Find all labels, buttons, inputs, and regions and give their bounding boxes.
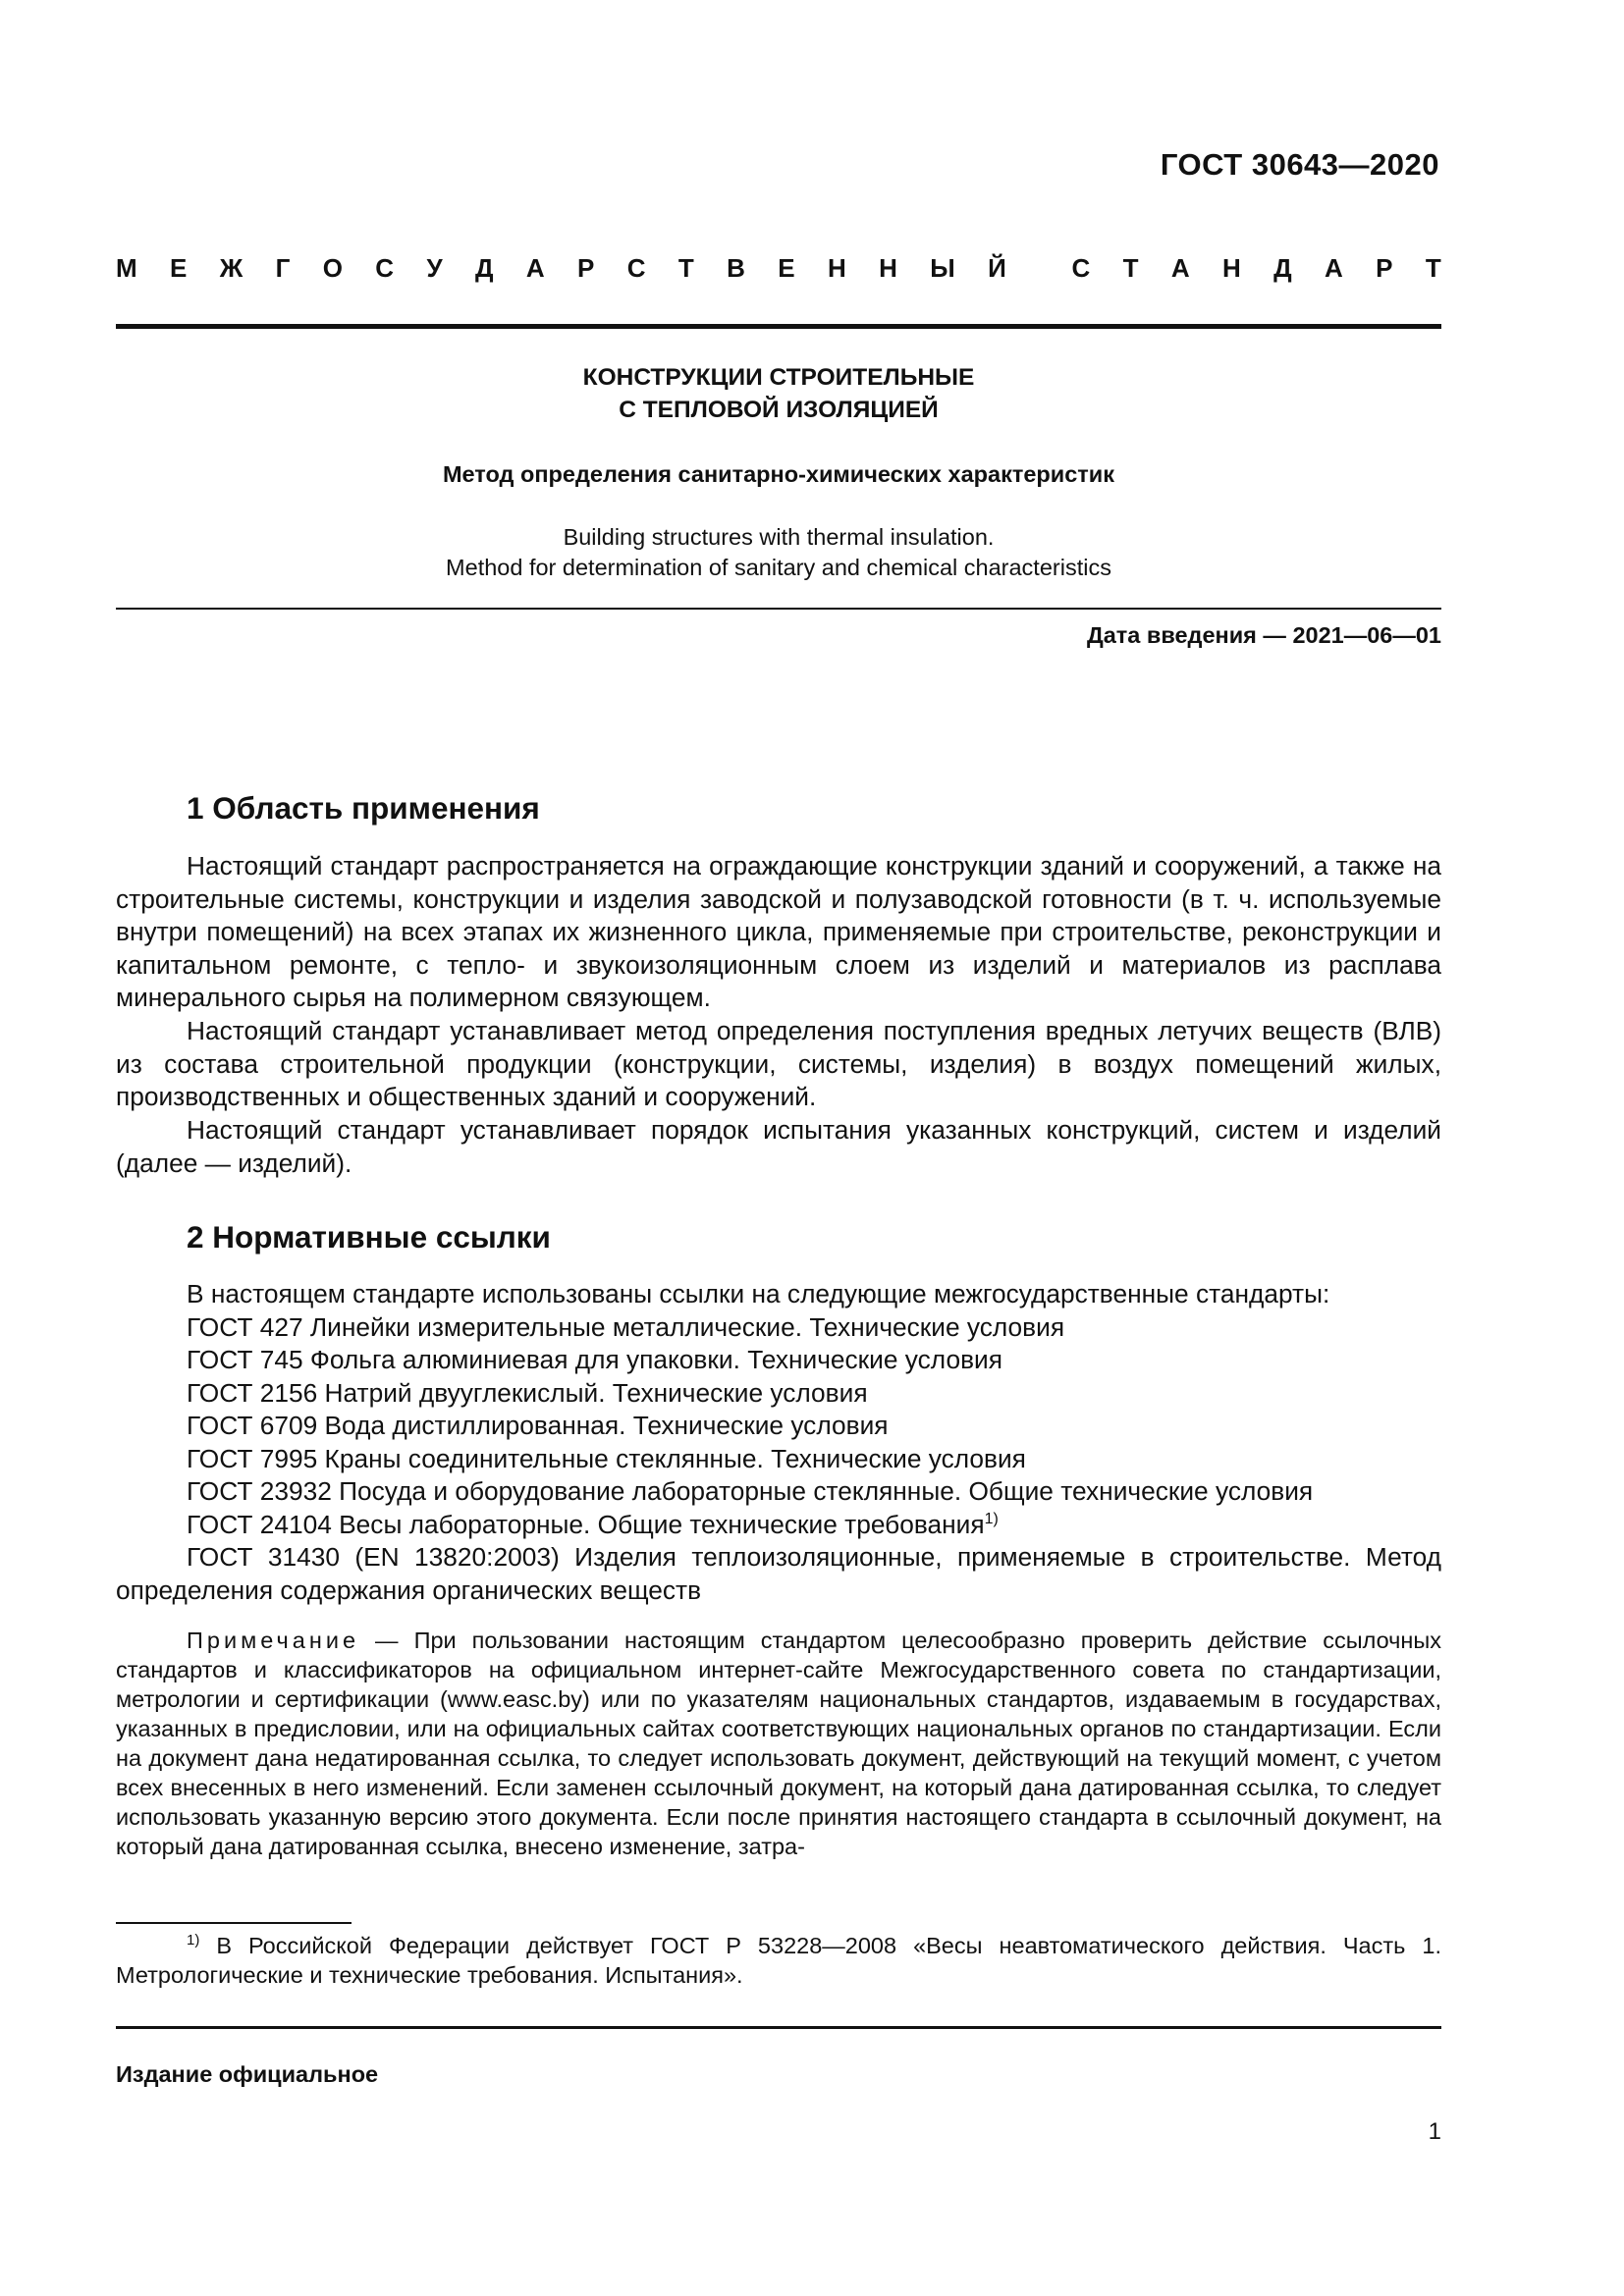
footnote-marker: 1): [984, 1510, 999, 1527]
section-1-heading: 1 Область применения: [187, 790, 540, 826]
english-title-line: Method for determination of sanitary and chemical characteristics: [446, 555, 1111, 580]
section-1-paragraph: Настоящий стандарт устанавливает порядок испытания указанных конструкций, систем и изделий (далее — изделий).: [116, 1115, 1441, 1178]
interstate-letter: А: [1325, 253, 1343, 283]
reference-item: ГОСТ 31430 (EN 13820:2003) Изделия теплоизоляционные, применяемые в строительстве. Метод определения содержания органических веществ: [116, 1542, 1441, 1605]
interstate-letter: С: [375, 253, 395, 283]
title-line: КОНСТРУКЦИИ СТРОИТЕЛЬНЫЕ: [582, 364, 975, 391]
footer-divider: [116, 2026, 1441, 2029]
reference-item: ГОСТ 7995 Краны соединительные стеклянные. Технические условия: [187, 1443, 1026, 1473]
interstate-letter: Р: [577, 253, 595, 283]
reference-item: ГОСТ 23932 Посуда и оборудование лабораторные стеклянные. Общие технические условия: [187, 1476, 1314, 1506]
interstate-letter: Е: [170, 253, 188, 283]
page-number: 1: [1428, 2118, 1441, 2145]
interstate-letter: Т: [677, 253, 694, 283]
header-divider: [116, 324, 1441, 329]
section-1-paragraph: Настоящий стандарт распространяется на ограждающие конструкции зданий и сооружений, а также на строительные системы, конструкции и изделия заводской и полузаводской готовности (в т. ч. используемые внутри помещений) на всех этапах их жизненного цикла, применяемые при строительстве, реконструкции и капитальном ремонте, с тепло- и звукоизоляционным слоем из изделий и материалов из расплава минерального сырья на полимерном связующем.: [116, 851, 1441, 1012]
english-title: [116, 522, 1441, 583]
note-label: Примечание: [187, 1628, 360, 1653]
interstate-letter: Г: [275, 253, 291, 283]
interstate-letter: Ы: [930, 253, 955, 283]
standard-title: [116, 361, 1441, 426]
interstate-letter: Н: [827, 253, 846, 283]
interstate-letter: С: [1071, 253, 1091, 283]
official-edition-label: Издание официальное: [116, 2061, 379, 2087]
footnote-divider: [116, 1922, 352, 1924]
title-divider: [116, 608, 1441, 610]
interstate-letter: У: [426, 253, 443, 283]
references-intro: В настоящем стандарте использованы ссылки на следующие межгосударственные стандарты:: [187, 1279, 1330, 1308]
interstate-letter: С: [626, 253, 646, 283]
footnote-marker: 1): [187, 1932, 200, 1949]
interstate-standard-label: [116, 253, 1441, 284]
reference-item: ГОСТ 2156 Натрий двууглекислый. Технические условия: [187, 1377, 868, 1408]
interstate-letter: Р: [1376, 253, 1393, 283]
introduction-date: Дата введения — 2021—06—01: [1086, 622, 1441, 648]
interstate-letter: М: [116, 253, 137, 283]
reference-item: [116, 1509, 1441, 1542]
interstate-letter: Е: [778, 253, 795, 283]
doc-number: ГОСТ 30643—2020: [1160, 147, 1439, 182]
interstate-letter: Й: [988, 253, 1006, 283]
normative-references-list: [116, 1278, 1441, 1607]
section-1-paragraph: Настоящий стандарт устанавливает метод определения поступления вредных летучих веществ (ВЛВ) из состава строительной продукции (конструкции, системы, изделия) в воздух помещений жилых, производственных и общественных зданий и сооружений.: [116, 1016, 1441, 1111]
english-title-line: Building structures with thermal insulation.: [563, 524, 995, 550]
title-line: С ТЕПЛОВОЙ ИЗОЛЯЦИЕЙ: [619, 397, 939, 423]
interstate-letter: Т: [1425, 253, 1441, 283]
interstate-letter: О: [322, 253, 343, 283]
reference-item: ГОСТ 427 Линейки измерительные металлические. Технические условия: [187, 1311, 1065, 1342]
reference-item: ГОСТ 745 Фольга алюминиевая для упаковки. Технические условия: [187, 1345, 1002, 1374]
reference-text: ГОСТ 24104 Весы лабораторные. Общие технические требования: [187, 1509, 985, 1539]
footnote-text: В Российской Федерации действует ГОСТ Р 53228—2008 «Весы неавтоматического действия. Часть 1. Метрологические и технические требования. Испытания».: [116, 1933, 1441, 1988]
interstate-letter: А: [525, 253, 545, 283]
standard-subtitle: Метод определения санитарно-химических характеристик: [442, 461, 1115, 487]
interstate-letter: Ж: [219, 253, 244, 283]
section-2-heading: 2 Нормативные ссылки: [187, 1219, 551, 1255]
interstate-letter: Д: [474, 253, 494, 283]
reference-item: ГОСТ 6709 Вода дистиллированная. Технические условия: [187, 1411, 889, 1440]
interstate-letter: Н: [879, 253, 897, 283]
interstate-letter: Н: [1222, 253, 1241, 283]
note-paragraph: [116, 1626, 1441, 1861]
interstate-letter: В: [727, 253, 745, 283]
interstate-letter: Д: [1273, 253, 1292, 283]
note-text: — При пользовании настоящим стандартом целесообразно проверить действие ссылочных стандартов и классификаторов на официальном интернет-сайте Межгосударственного совета по стандартизации, метрологии и сертификации (www.easc.by) или по указателям национальных стандартов, издаваемым в государствах, указанных в предисловии, или на официальных сайтах соответствующих национальных органов по стандартизации. Если на документ дана недатированная ссылка, то следует использовать документ, действующий на текущий момент, с учетом всех внесенных в него изменений. Если заменен ссылочный документ, на который дана датированная ссылка, то следует использовать указанную версию этого документа. Если после принятия настоящего стандарта в ссылочный документ, на который дана датированная ссылка, внесено изменение, затра-: [116, 1628, 1441, 1859]
interstate-letter: Т: [1122, 253, 1139, 283]
footnote: [116, 1931, 1441, 1990]
interstate-letter: А: [1170, 253, 1190, 283]
